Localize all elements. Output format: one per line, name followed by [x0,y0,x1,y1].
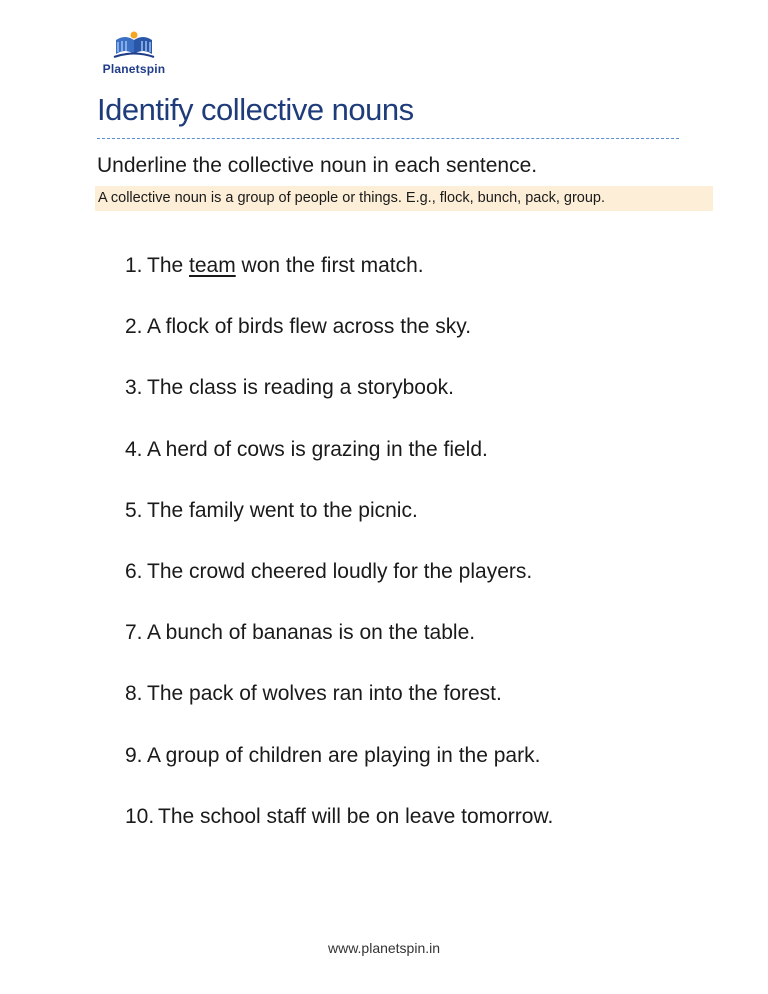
question-item-4 [125,434,553,495]
question-item-3 [125,372,553,433]
page-title: Identify collective nouns [97,92,414,127]
question-number: 6. [125,559,143,583]
question-text: A bunch of bananas is on the table. [147,621,476,645]
brand-logo [96,30,172,80]
question-text: The class is reading a storybook. [147,376,454,400]
question-number: 5. [125,498,143,522]
question-number: 2. [125,315,143,339]
question-text: The [147,254,190,277]
question-number: 9. [125,743,143,767]
question-text: The crowd cheered loudly for the players. [147,559,533,583]
instruction-text: Underline the collective noun in each sentence. [97,154,538,177]
question-item-2 [125,311,553,372]
title-divider [97,138,679,139]
question-text-end: won the first match. [235,254,424,277]
hint-banner: A collective noun is a group of people or things. E.g., flock, bunch, pack, group. [95,186,713,211]
question-number: 1. [125,254,143,277]
question-text: The pack of wolves ran into the forest. [147,682,502,706]
question-text: A flock of birds flew across the sky. [147,315,472,339]
question-item-9 [125,740,553,801]
question-item-6 [125,556,553,617]
question-item-1 [125,250,553,311]
question-item-8 [125,678,553,739]
underlined-answer: team [189,254,236,277]
question-text: A group of children are playing in the park. [147,743,541,767]
question-item-10 [125,801,553,862]
question-text: A herd of cows is grazing in the field. [147,437,488,461]
brand-name: Planetspin [102,62,166,76]
book-logo-icon [112,30,156,60]
question-number: 10. [125,804,155,828]
footer-url: www.planetspin.in [327,940,441,956]
question-number: 3. [125,376,143,400]
question-text: The family went to the picnic. [147,498,418,522]
question-list [125,250,553,862]
question-text: The school staff will be on leave tomorrow. [158,804,554,828]
question-number: 4. [125,437,143,461]
question-number: 7. [125,621,143,645]
question-item-5 [125,495,553,556]
question-item-7 [125,617,553,678]
question-number: 8. [125,682,143,706]
